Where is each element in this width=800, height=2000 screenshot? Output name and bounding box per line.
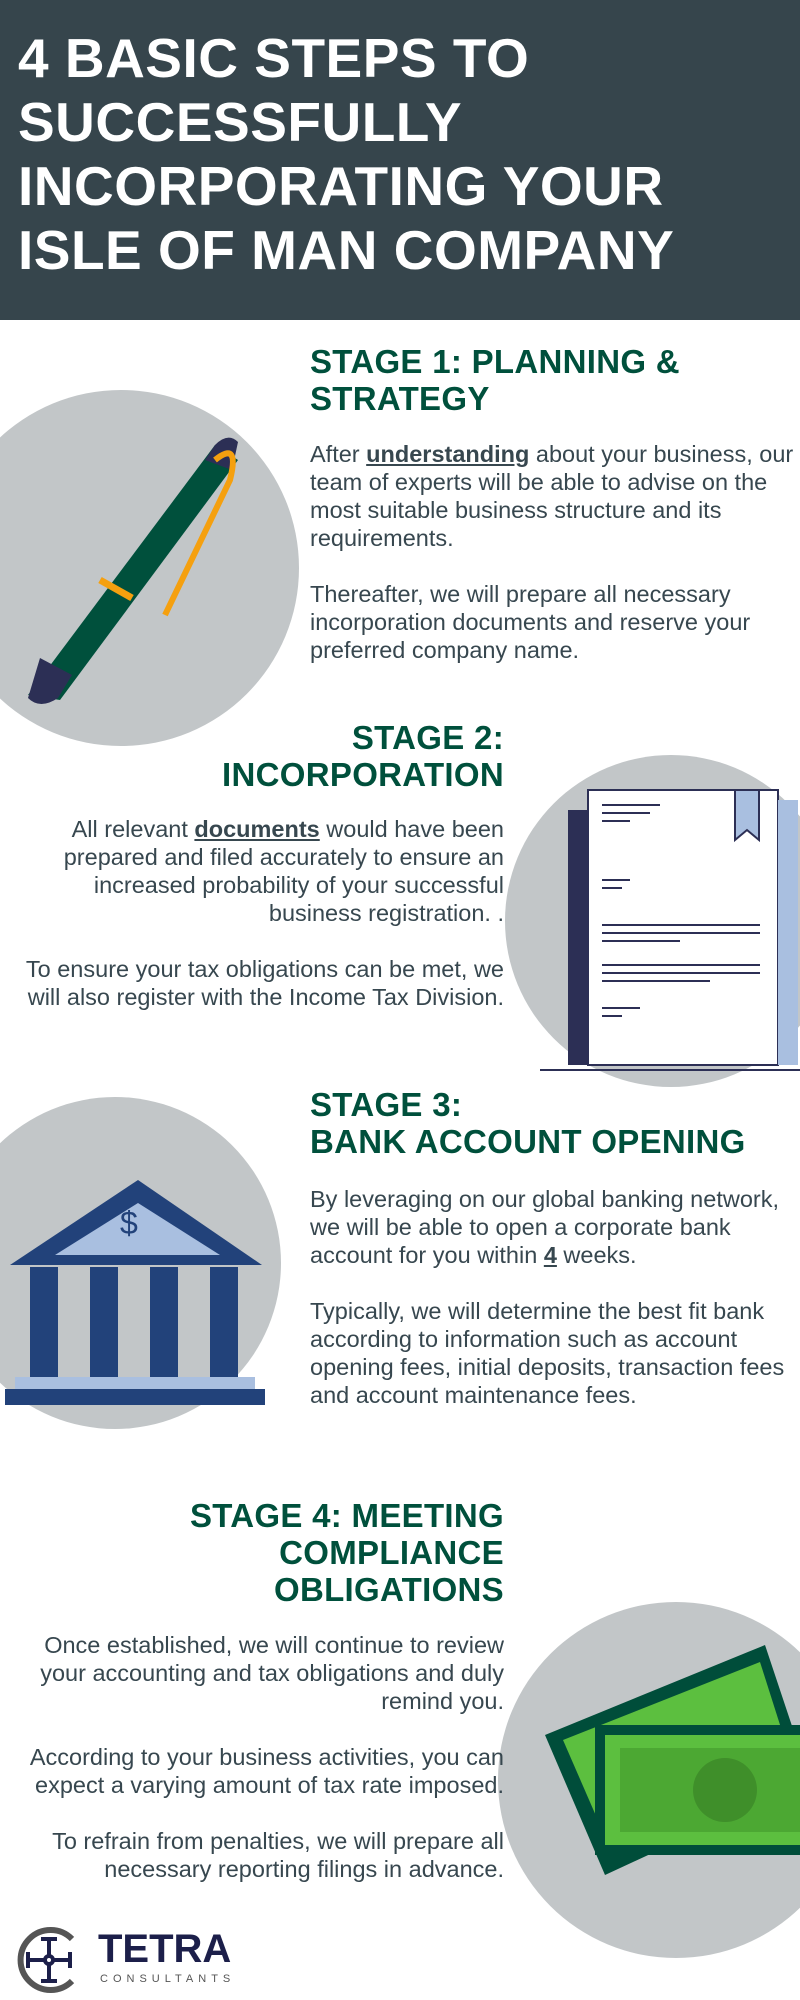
heading-line: STAGE 1: PLANNING & [310, 343, 680, 380]
stage-1-heading [310, 343, 680, 417]
stage-3-body [310, 1185, 800, 1437]
stage-2-heading [222, 719, 504, 793]
document-icon [530, 780, 800, 1075]
heading-line: COMPLIANCE [279, 1534, 504, 1571]
paragraph: Thereafter, we will prepare all necessary incorporation documents and reserve your preferred company name. [310, 581, 751, 663]
paragraph: According to your business activities, you can expect a varying amount of tax rate imposed. [29, 1744, 504, 1798]
paragraph: Once established, we will continue to review your accounting and tax obligations and duly remind you. [40, 1632, 504, 1714]
text: All relevant [71, 816, 195, 842]
title-line: INCORPORATING YOUR [18, 155, 664, 217]
text: about your business, our team of experts will be able to advise on the most suitable business structure and its requirements. [310, 441, 794, 551]
heading-line: STAGE 2: [351, 719, 504, 756]
emphasis: documents [194, 816, 320, 842]
heading-line: STRATEGY [310, 380, 490, 417]
emphasis: 4 [543, 1242, 557, 1268]
text: would have been prepared and filed accurately to ensure an increased probability of your successful business registration. . [63, 816, 504, 926]
heading-line: BANK ACCOUNT OPENING [310, 1123, 746, 1160]
paragraph: To ensure your tax obligations can be met, we will also register with the Income Tax Division. [25, 956, 504, 1010]
heading-line: OBLIGATIONS [273, 1571, 504, 1608]
paragraph: To refrain from penalties, we will prepare all necessary reporting filings in advance. [52, 1828, 504, 1882]
dollar-symbol: $ [120, 1205, 138, 1241]
stage-3-heading [310, 1086, 746, 1160]
header-banner [0, 0, 800, 320]
emphasis: understanding [366, 441, 530, 467]
text: weeks. [556, 1242, 637, 1268]
text: After [310, 441, 367, 467]
title-line: ISLE OF MAN COMPANY [18, 219, 675, 281]
logo-name: TETRA [98, 1927, 232, 1971]
page-title [18, 26, 674, 282]
text: By leveraging on our global banking network, we will be able to open a corporate bank account for you within [310, 1186, 779, 1268]
stage-4-heading [190, 1497, 504, 1608]
title-line: 4 BASIC STEPS TO [18, 27, 530, 89]
logo-subtitle: CONSULTANTS [100, 1973, 236, 1985]
heading-line: INCORPORATION [222, 756, 504, 793]
logo-mark-icon [14, 1925, 84, 1995]
tetra-logo [14, 1925, 254, 1995]
stage-4-body [4, 1631, 504, 1911]
paragraph: Typically, we will determine the best fit bank according to information such as account opening fees, initial deposits, transaction fees and account maintenance fees. [310, 1298, 785, 1408]
money-icon [535, 1640, 800, 1890]
heading-line: STAGE 4: MEETING [189, 1497, 504, 1534]
pen-icon [0, 420, 260, 720]
title-line: SUCCESSFULLY [18, 91, 463, 153]
stage-1-body [310, 440, 800, 692]
stage-2-body [14, 815, 504, 1039]
heading-line: STAGE 3: [310, 1086, 463, 1123]
